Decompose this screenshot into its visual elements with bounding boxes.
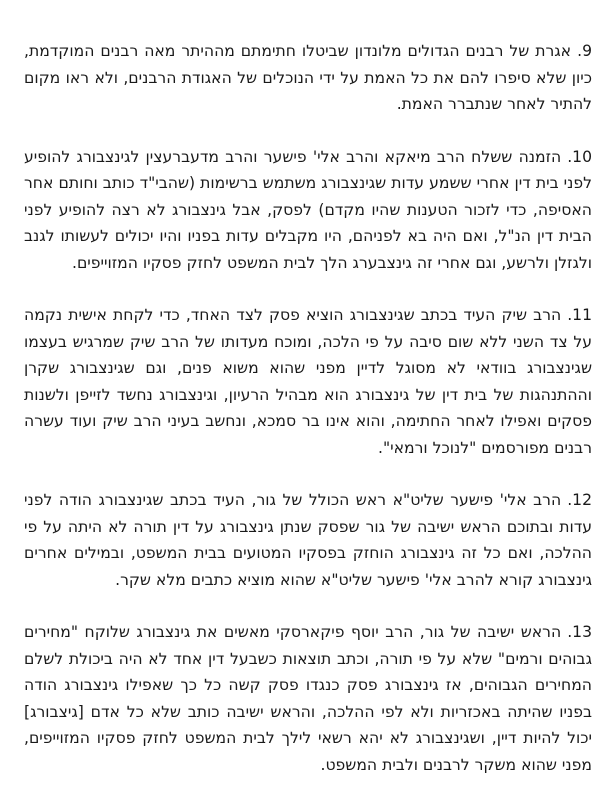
document-page [24, 38, 592, 804]
item-text: הזמנה ששלח הרב מיאקא והרב אלי' פישער והרב מדעברעצין לגינצבורג להופיע לפני בית דין אחרי ששמע עדות שגינצבורג משתמש ברשימות (שהבי"ד כותב וחותם אחר האסיפה, כדי לזכור הטענות שהיו מקדם) לפסק, אבל גינצבורג לא רצה להופיע לפני הבית דין הנ"ל, ואם היה בא לפניהם, היו מקבלים עדות בפניו והיו יכולים לעשותו לגנב ולגזלן ולרשע, וגם אחרי זה גינצבערג הלך לבית המשפט לחזק פסקיו המזוייפים. [24, 147, 592, 272]
item-text: הרב שיק העיד בכתב שגינצבורג הוציא פסק לצד האחד, כדי לקחת אישית נקמה על צד השני ללא שום סיבה על פי הלכה, ומוכח מעדותו של הרב שיק שמרגיש בעצמו שגינצבורג בוודאי לא מסוגל לדיין מפני שהוא משוא פנים, וגם שגינצבורג שקרן וההתנהגות של בית דין של גינצבורג הוא מבהיל הרעיון, וגינצבורג נחשד לזייפן ולשנות פסקים ואפילו לאחר החתימה, והוא אינו בר סמכא, ונחשב בעיני הרב שיק ועוד עשרה רבנים מפורסמים "לנוכל ורמאי". [24, 306, 592, 457]
list-item-13 [24, 619, 592, 778]
item-number: 13. [567, 623, 592, 641]
item-text: אגרת של רבנים הגדולים מלונדון שביטלו חתימתם מההיתר מאה רבנים המוקדמת, כיון שלא סיפרו להם את כל האמת על ידי הנוכלים של האגודת הרבנים, ולא ראו מקום להתיר לאחר שנתברר האמת. [24, 42, 592, 113]
list-item-10 [24, 144, 592, 277]
item-text: הרב אלי' פישער שליט"א ראש הכולל של גור, העיד בכתב שגינצבורג הודה לפני עדות ובתוכם הראש ישיבה של גור שפסק שנתן גינצבורג על דין תורה לא היתה על פי ההלכה, ואם כל זה גינצבורג הוחזק בפסקיו המטועים בבית המשפט, ובמילים אחרים גינצבורג קורא להרב אלי' פישער שליט"א שהוא מוציא כתבים מלא שקר. [24, 491, 592, 589]
list-item-9 [24, 38, 592, 118]
item-number: 9. [577, 42, 592, 60]
list-item-12 [24, 487, 592, 593]
item-number: 10. [567, 147, 592, 166]
item-number: 12. [567, 491, 592, 509]
list-item-11 [24, 302, 592, 461]
item-text: הראש ישיבה של גור, הרב יוסף פיקארסקי מאשים את גינצבורג שלוקח "מחירים גבוהים ורמים" שלא על פי תורה, וכתב תוצאות כשבעל דין אחד לא היה ביכולת לשלם המחירים הגבוהים, אז גינצבורג פסק כנגדו פסק קשה כל כך שאפילו גינצבורג הודה בפניו שהיתה באכזריות ולא לפי ההלכה, והראש ישיבה כותב שלא כל אדם [גיצבורג] יכול להיות דיין, ושגינצבורג לא יהא רשאי לילך לבית המשפט לחזק פסקיו המזוייפים, מפני שהוא משקר לרבנים ולבית המשפט. [24, 623, 592, 774]
item-number: 11. [567, 306, 592, 324]
